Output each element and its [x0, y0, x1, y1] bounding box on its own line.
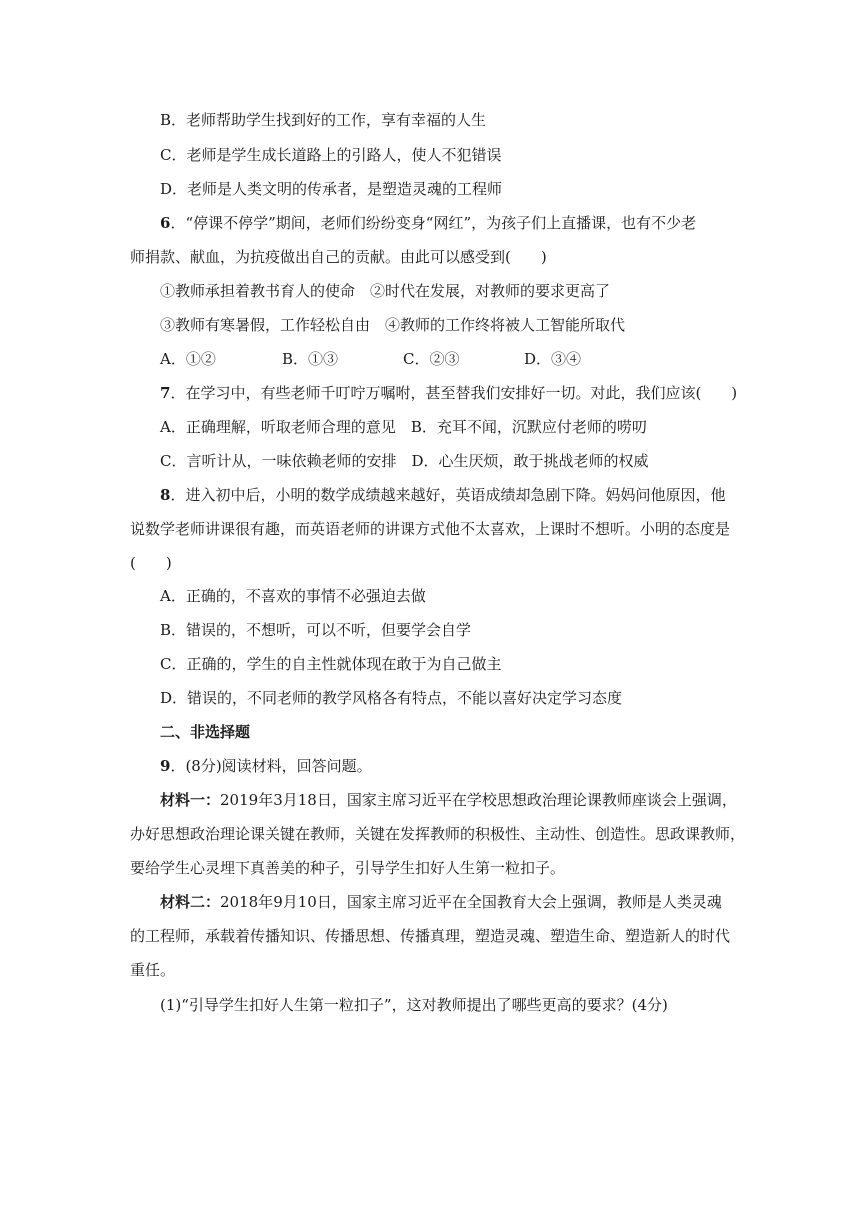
- q9-stem-text: ．(8分)阅读材料，回答问题。: [170, 757, 372, 775]
- q6-stem-line1: [160, 213, 696, 233]
- q6-option-d: D．③④: [524, 350, 582, 368]
- q7-stem-text: ．在学习中，有些老师千叮咛万嘱咐，甚至替我们安排好一切。对此，我们应该( ): [170, 384, 738, 402]
- q8-option-d: D．错误的，不同老师的教学风格各有特点，不能以喜好决定学习态度: [160, 689, 623, 707]
- section-heading: 二、非选择题: [160, 723, 251, 741]
- q5-option-c: C．老师是学生成长道路上的引路人，使人不犯错误: [160, 146, 502, 164]
- q6-option-c: C．②③: [403, 350, 460, 368]
- q9-subquestion-1: (1)“引导学生扣好人生第一粒扣子”，这对教师提出了哪些更高的要求？(4分): [160, 996, 668, 1014]
- q5-option-d: D．老师是人类文明的传承者，是塑造灵魂的工程师: [160, 180, 503, 198]
- q6-item-3-4: ③教师有寒暑假，工作轻松自由 ④教师的工作终将被人工智能所取代: [160, 316, 626, 334]
- q6-option-a: A．①②: [160, 350, 216, 368]
- q6-stem-text: ．“停课不停学”期间，老师们纷纷变身“网红”，为孩子们上直播课，也有不少老: [170, 214, 697, 232]
- material-1-label: 材料一：: [160, 791, 221, 809]
- q9-stem: [160, 756, 372, 776]
- material-2-label: 材料二：: [160, 893, 221, 911]
- q7-number: 7: [160, 384, 171, 402]
- q8-stem-line2: 说数学老师讲课很有趣，而英语老师的讲课方式他不太喜欢，上课时不想听。小明的态度是: [130, 520, 731, 538]
- q8-stem-line1: [160, 485, 725, 505]
- material-1-line2: 办好思想政治理论课关键在教师，关键在发挥教师的积极性、主动性、创造性。思政课教师，: [130, 825, 746, 843]
- q6-item-1-2: ①教师承担着教书育人的使命 ②时代在发展，对教师的要求更高了: [160, 282, 611, 300]
- q6-stem-line2: 师捐款、献血，为抗疫做出自己的贡献。由此可以感受到( ): [130, 248, 547, 266]
- material-2-text: 2018年9月10日，国家主席习近平在全国教育大会上强调，教师是人类灵魂: [220, 893, 722, 911]
- q8-option-a: A．正确的，不喜欢的事情不必强迫去做: [160, 587, 426, 605]
- q6-options: [160, 349, 581, 369]
- q7-options-cd: C．言听计从，一味依赖老师的安排 D．心生厌烦，敢于挑战老师的权威: [160, 452, 649, 470]
- material-2-line3: 重任。: [130, 961, 176, 979]
- q6-option-b: B．①③: [282, 350, 339, 368]
- material-2-line2: 的工程师，承载着传播知识、传播思想、传播真理，塑造灵魂、塑造生命、塑造新人的时代: [130, 927, 731, 945]
- q8-stem-text: ．进入初中后，小明的数学成绩越来越好，英语成绩却急剧下降。妈妈问他原因，他: [170, 486, 726, 504]
- q6-number: 6: [160, 214, 171, 232]
- material-1-line1: [160, 790, 737, 810]
- q5-option-b: B．老师帮助学生找到好的工作，享有幸福的人生: [160, 111, 487, 129]
- q8-option-b: B．错误的，不想听，可以不听，但要学会自学: [160, 621, 472, 639]
- material-1-text: 2019年3月18日，国家主席习近平在学校思想政治理论课教师座谈会上强调，: [220, 791, 737, 809]
- q8-number: 8: [160, 486, 171, 504]
- q9-number: 9: [160, 757, 171, 775]
- q8-stem-line3: ( ): [130, 554, 172, 572]
- q7-stem: [160, 383, 737, 403]
- q7-options-ab: A．正确理解，听取老师合理的意见 B．充耳不闻，沉默应付老师的唠叨: [160, 418, 647, 436]
- material-1-line3: 要给学生心灵埋下真善美的种子，引导学生扣好人生第一粒扣子。: [130, 859, 566, 877]
- q8-option-c: C．正确的，学生的自主性就体现在敢于为自己做主: [160, 655, 502, 673]
- material-2-line1: [160, 892, 722, 912]
